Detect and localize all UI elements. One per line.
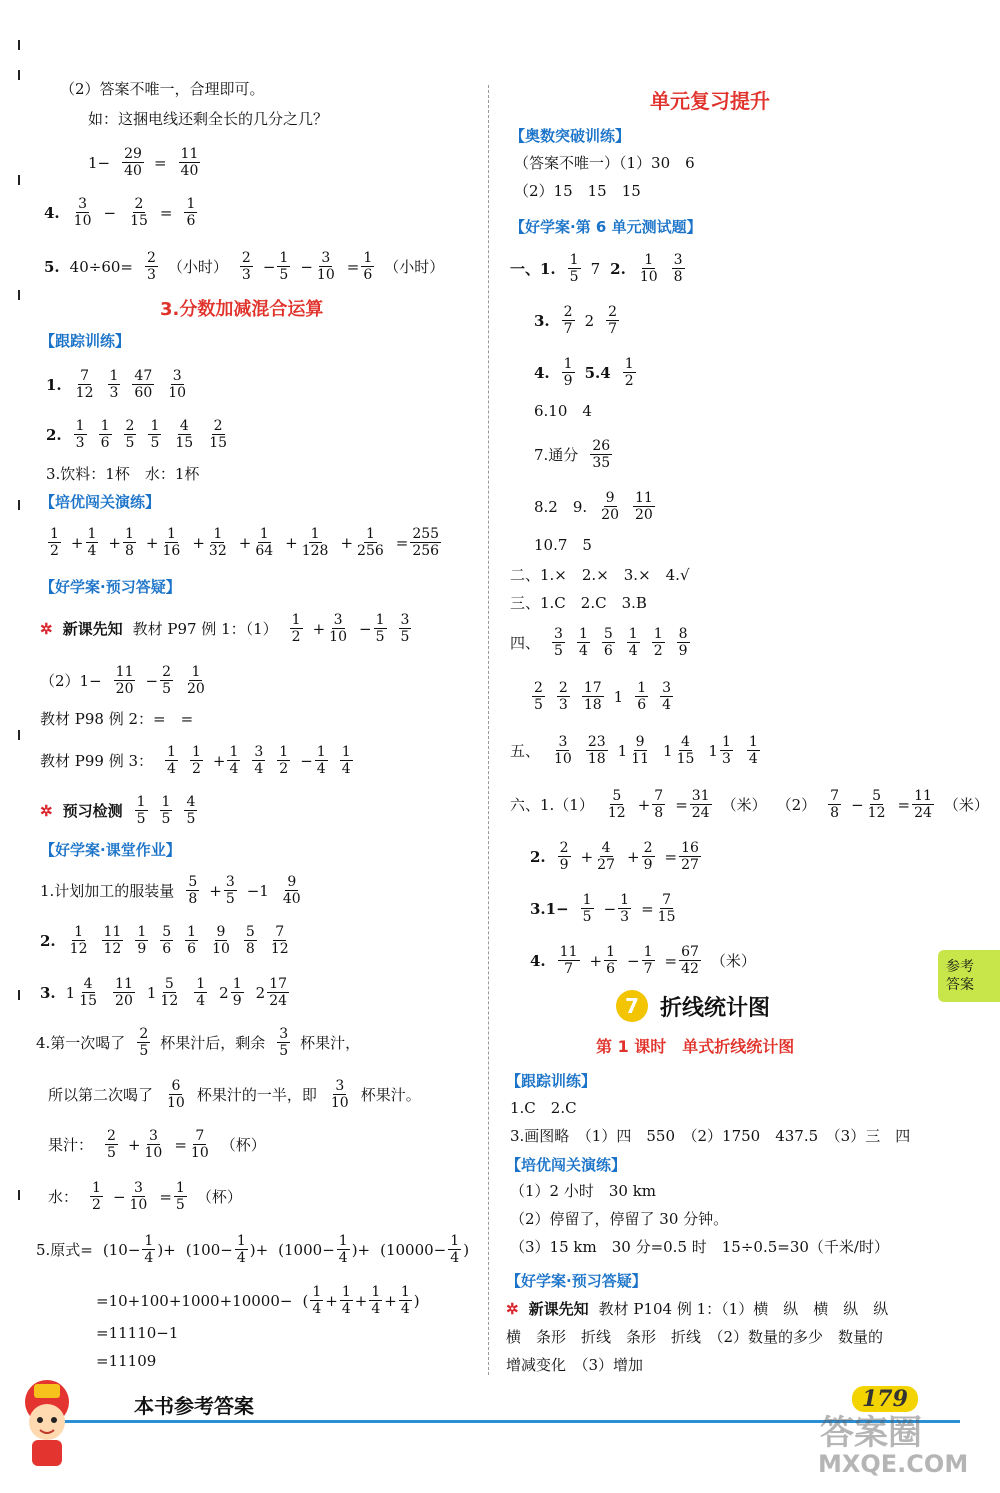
check: ✲ 预习检测 $\frac{1}{5}$ $\frac{1}{5}$ $\frac{4}{5}$ — [40, 794, 196, 827]
margin-mark — [18, 730, 20, 740]
hw-5c: =11110−1 — [96, 1324, 179, 1342]
q2-example: 如：这捆电线还剩全长的几分之几？ — [88, 110, 329, 128]
q2-expr: 1− $\frac{29}{40}$ = $\frac{11}{40}$ — [88, 146, 199, 179]
track-2: 2. $\frac{1}{3}$ $\frac{1}{6}$ $\frac{2}{5}$ $\frac{1}{5}$ $\frac{4}{15}$ $\frac{2}{15}$ — [46, 418, 228, 451]
olymp-1: （答案不唯一）（1）30 6 — [514, 154, 695, 172]
hw-juice: 果汁： $\frac{2}{5}$ + $\frac{3}{10}$ = $\frac{7}{10}$ （杯） — [48, 1128, 266, 1161]
side-tab — [938, 950, 1000, 1002]
test-8: 8.2 9. $\frac{9}{20}$ $\frac{11}{20}$ — [534, 490, 653, 523]
track-1: 1. $\frac{7}{12}$ $\frac{1}{3}$ $\frac{47}{60}$ $\frac{3}{10}$ — [46, 368, 187, 401]
star-icon: ✲ — [506, 1300, 519, 1318]
side-tab-line: 参考 — [946, 959, 974, 975]
new-1: ✲ 新课先知 教材 P104 例 1：（1）横 纵 横 纵 纵 — [506, 1296, 898, 1322]
p99: 教材 P99 例 3： $\frac{1}{4}$ $\frac{1}{2}$ + $\frac{1}{4}$ $\frac{3}{4}$ $\frac{1}{2}$ − $\frac{1}{4}$ $\frac{1}{4}$ — [40, 744, 351, 777]
q4: 4. $\frac{3}{10}$ − $\frac{2}{15}$ = $\frac{1}{6}$ — [44, 196, 196, 229]
p97b: （2）1− $\frac{11}{20}$ − $\frac{2}{5}$ $\frac{1}{20}$ — [40, 664, 205, 697]
new-2: 横 条形 折线 条形 折线 （2）数量的多少 数量的 — [506, 1328, 884, 1346]
tag-unit-test: 【好学案·第 6 单元测试题】 — [510, 218, 702, 236]
test-five: 五、 $\frac{3}{10}$ $\frac{23}{18}$ 1 $\frac{9}{11}$ 1 $\frac{4}{15}$ 1 $\frac{1}{3}$ $\frac{1}{4}$ — [510, 734, 758, 767]
section-title: 3.分数加减混合运算 — [160, 299, 324, 320]
test-four-2: $\frac{2}{5}$ $\frac{2}{3}$ $\frac{17}{18}$ 1 $\frac{1}{6}$ $\frac{3}{4}$ — [534, 680, 672, 713]
track-right-1: 1.C 2.C — [510, 1099, 577, 1117]
track-3: 3.饮料：1杯 水：1杯 — [46, 465, 200, 483]
hw-5b: =10+100+1000+10000− ( $\frac{1}{4}$ + $\frac{1}{4}$ + $\frac{1}{4}$ + $\frac{1}{4}$ ) — [96, 1284, 420, 1317]
margin-mark — [18, 500, 20, 510]
margin-mark — [18, 40, 20, 50]
tag-preview: 【好学案·预习答疑】 — [40, 578, 181, 596]
test-two: 二、1.× 2.× 3.× 4.√ — [510, 566, 690, 584]
tag-class: 【好学案·课堂作业】 — [40, 841, 181, 859]
watermark-logo: 答案圈 — [820, 1413, 922, 1453]
test-4: 4. $\frac{1}{9}$ 5.4 $\frac{1}{2}$ — [534, 356, 634, 389]
test-six-2: 2. $\frac{2}{9}$ + $\frac{4}{27}$ + $\frac{2}{9}$ = $\frac{16}{27}$ — [530, 840, 699, 873]
hw-water: 水： $\frac{1}{2}$ − $\frac{3}{10}$ = $\frac{1}{5}$ （杯） — [48, 1180, 242, 1213]
lesson-title: 第 1 课时 单式折线统计图 — [596, 1037, 795, 1056]
page-number: 179 — [852, 1386, 918, 1412]
tag-preview-right: 【好学案·预习答疑】 — [506, 1272, 647, 1290]
pass-2: （2）停留了，停留了 30 分钟。 — [510, 1210, 729, 1228]
tag-track: 【跟踪训练】 — [40, 332, 131, 350]
pass-3: （3）15 km 30 分=0.5 时 15÷0.5=30（千米/时） — [510, 1238, 889, 1256]
q5: 5. 40÷60= $\frac{2}{3}$ （小时） $\frac{2}{3}$ − $\frac{1}{5}$ − $\frac{3}{10}$ = $\frac{1}{6}$ （小时） — [44, 250, 445, 283]
p98: 教材 P98 例 2：= = — [40, 710, 194, 728]
margin-mark — [18, 70, 20, 80]
tag-pass-right: 【培优闯关演练】 — [506, 1156, 627, 1174]
olymp-2: （2）15 15 15 — [514, 182, 641, 200]
margin-mark — [18, 1190, 20, 1200]
footer-title: 本书参考答案 — [134, 1394, 254, 1418]
q2-title: （2）答案不唯一，合理即可。 — [60, 80, 265, 98]
hw-5d: =11109 — [96, 1352, 157, 1370]
p97: ✲ 新课先知 教材 P97 例 1：（1） $\frac{1}{2}$ + $\frac{3}{10}$ − $\frac{1}{5}$ $\frac{3}{5}$ — [40, 612, 410, 645]
test-3: 3. $\frac{2}{7}$ 2 $\frac{2}{7}$ — [534, 304, 618, 337]
test-three: 三、1.C 2.C 3.B — [510, 594, 647, 612]
test-6: 6.10 4 — [534, 402, 592, 420]
test-six-3: 3.1− $\frac{1}{5}$ − $\frac{1}{3}$ = $\frac{7}{15}$ — [530, 892, 676, 925]
margin-mark — [18, 175, 20, 185]
star-icon: ✲ — [40, 619, 53, 638]
track-right-3: 3.画图略 （1）四 550 （2）1750 437.5 （3）三 四 — [510, 1127, 911, 1145]
unit-review-title: 单元复习提升 — [650, 89, 770, 113]
mascot-icon — [12, 1372, 82, 1472]
tag-olympiad: 【奥数突破训练】 — [510, 127, 631, 145]
test-four-1: 四、 $\frac{3}{5}$ $\frac{1}{4}$ $\frac{5}{6}$ $\frac{1}{4}$ $\frac{1}{2}$ $\frac{8}{9}$ — [510, 626, 688, 659]
test-six-1: 六、1.（1） $\frac{5}{12}$ + $\frac{7}{8}$ = $\frac{31}{24}$ （米） （2） $\frac{7}{8}$ − $\frac{5}{12}$ = $\frac{11}{24}$ （米） — [510, 788, 989, 821]
side-tab-line: 答案 — [946, 977, 974, 993]
chapter-badge: 7 — [616, 990, 648, 1022]
new-3: 增减变化 （3）增加 — [506, 1356, 644, 1374]
hw-4b: 所以第二次喝了 $\frac{6}{10}$ 杯果汁的一半，即 $\frac{3}{10}$ 杯果汁。 — [48, 1078, 421, 1111]
margin-mark — [18, 990, 20, 1000]
tag-track-right: 【跟踪训练】 — [506, 1072, 597, 1090]
pass-1: （1）2 小时 30 km — [510, 1182, 657, 1200]
test-7: 7.通分 $\frac{26}{35}$ — [534, 438, 611, 471]
hw-2: 2. $\frac{1}{12}$ $\frac{11}{12}$ $\frac{1}{9}$ $\frac{5}{6}$ $\frac{1}{6}$ $\frac{9}{10}$ $\frac{5}{8}$ $\frac{7}{12}$ — [40, 924, 289, 957]
hw-3: 3. 1 $\frac{4}{15}$ $\frac{11}{20}$ 1 $\frac{5}{12}$ $\frac{1}{4}$ 2 $\frac{1}{9}$ 2 $\frac{17}{24}$ — [40, 976, 288, 1009]
watermark-url: MXQE.COM — [818, 1450, 969, 1478]
column-divider — [488, 85, 489, 1375]
margin-mark — [18, 290, 20, 300]
test-six-4: 4. $\frac{11}{7}$ + $\frac{1}{6}$ − $\frac{1}{7}$ = $\frac{67}{42}$ （米） — [530, 944, 756, 977]
test-10: 10.7 5 — [534, 536, 592, 554]
test-1: 一、1. $\frac{1}{5}$ 7 2. $\frac{1}{10}$ $\frac{3}{8}$ — [510, 252, 683, 285]
hw-4a: 4.第一次喝了 $\frac{2}{5}$ 杯果汁后，剩余 $\frac{3}{5}$ 杯果汁， — [36, 1026, 361, 1059]
series-sum: $\frac{1}{2}$ + $\frac{1}{4}$ + $\frac{1}{8}$ + $\frac{1}{16}$ + $\frac{1}{32}$ + $\frac{1}{64}$ + $\frac{1}{128}$ + $\frac{1}{256}$ = $\frac{255}{256}$ — [50, 526, 440, 559]
star-icon: ✲ — [40, 801, 53, 820]
tag-pass: 【培优闯关演练】 — [40, 493, 161, 511]
chapter-title: 折线统计图 — [660, 996, 771, 1021]
hw-5: 5.原式= ( 10− $\frac{1}{4}$ )+ ( 100− $\frac{1}{4}$ )+ ( 1000− $\frac{1}{4}$ )+ ( 10000− $\frac{1}{4}$ ) — [36, 1233, 470, 1266]
hw-1: 1.计划加工的服装量 $\frac{5}{8}$ + $\frac{3}{5}$ −1 $\frac{9}{40}$ — [40, 874, 301, 907]
